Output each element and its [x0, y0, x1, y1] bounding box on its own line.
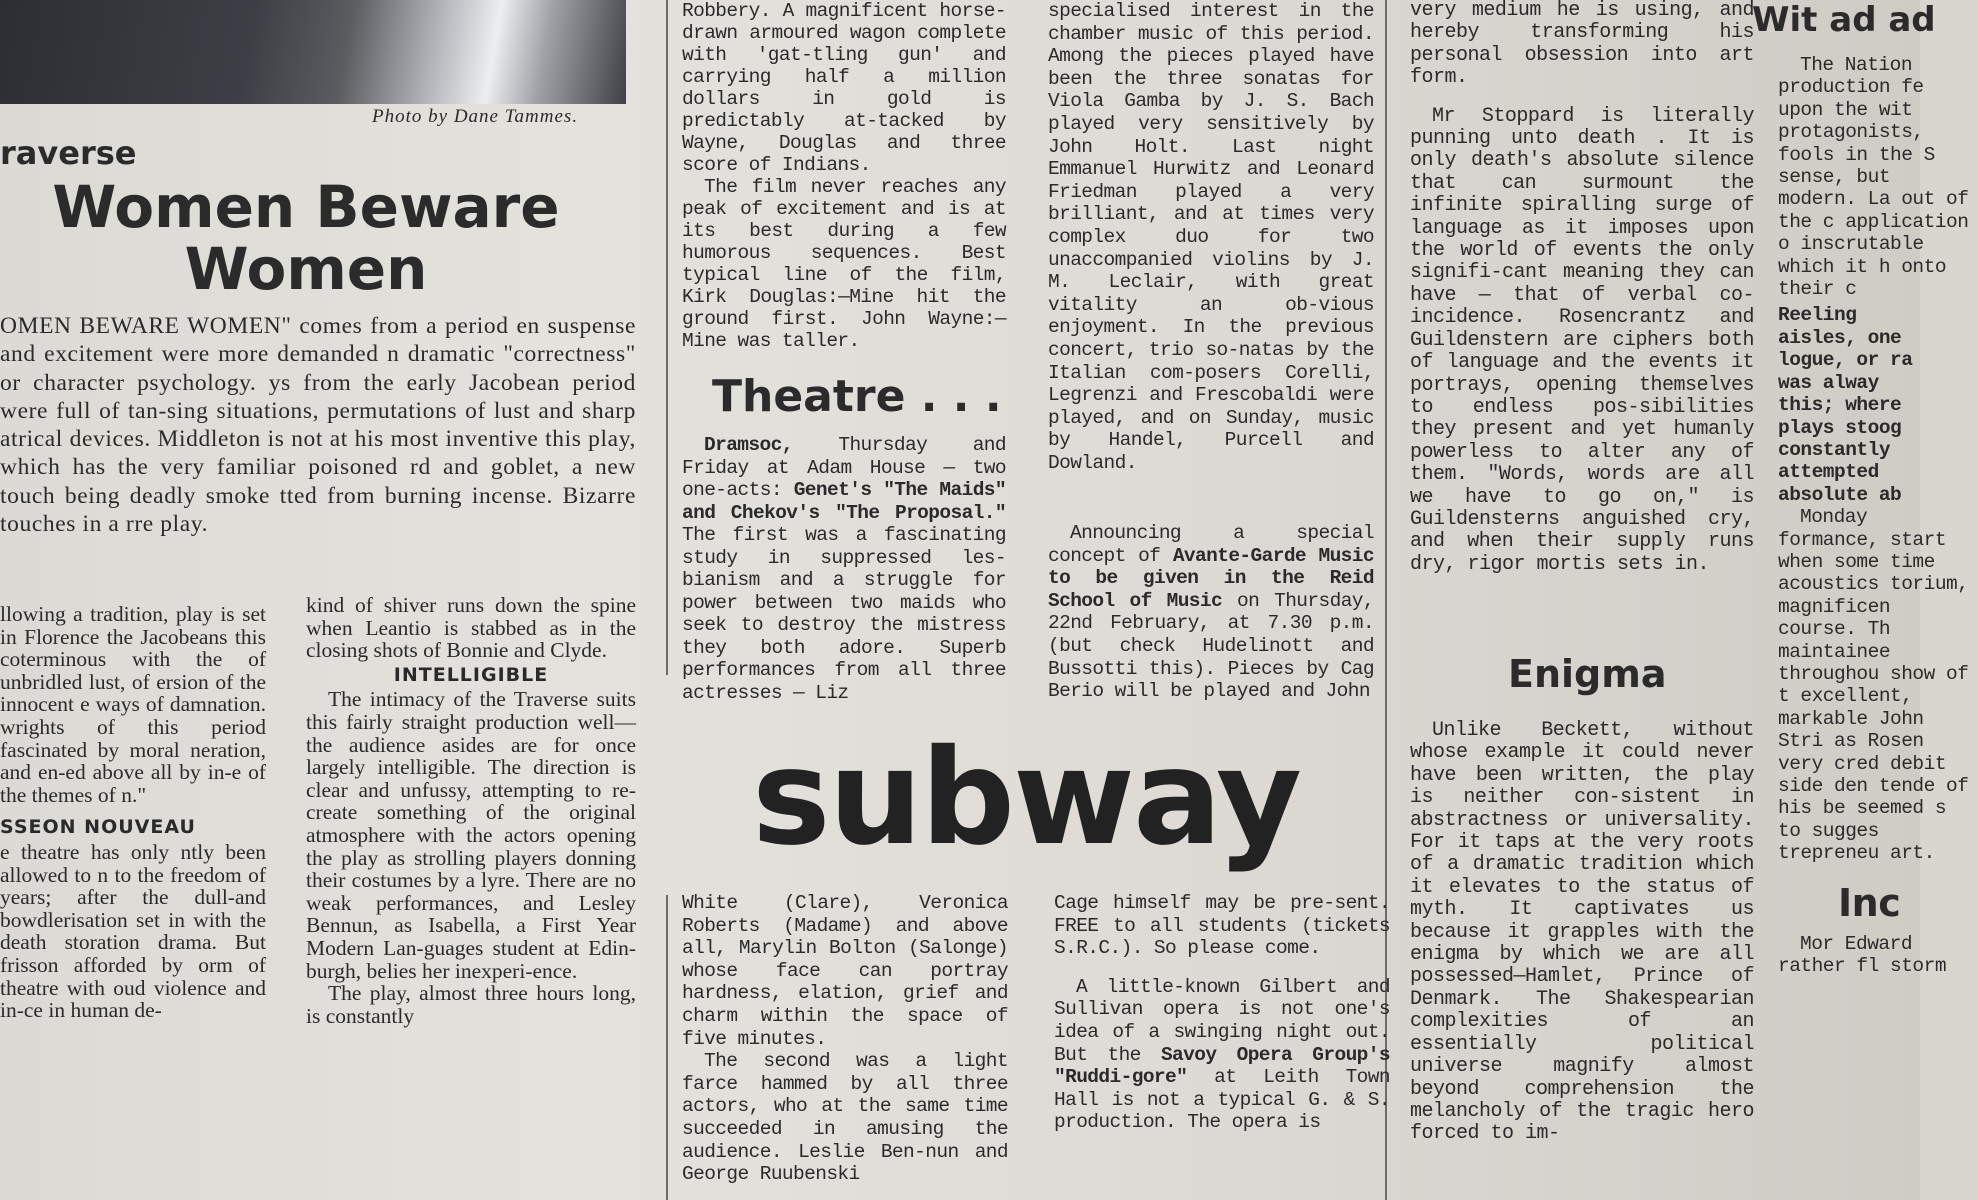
section-kicker: raverse	[0, 134, 137, 172]
section-heading-enigma: Enigma	[1508, 652, 1667, 696]
bold-line: aisles, one	[1778, 326, 1902, 349]
stoppard-column-top	[1410, 0, 1754, 640]
theatre-column-top	[682, 434, 1006, 726]
column-banner-title: subway	[752, 721, 1301, 875]
paragraph: e theatre has only ntly been allowed to n to the freedom of years; after the dull-and bowdlerisation set in with the death storation drama. But frisson afforded by orm of theatre with oud violence and in-ce in human de-	[0, 839, 266, 1023]
bold-line: attempted	[1778, 461, 1879, 484]
wit-bold-lines	[1778, 304, 1978, 506]
paragraph: Mor Edward rather fl storm	[1778, 932, 1947, 978]
film-review-column	[682, 0, 1006, 350]
paragraph: Robbery. A magnificent horse-drawn armoured wagon complete with 'gat-tling gun' and carrying half a million dollars in gold is predictably at-tacked by Wayne, Douglas and three score of Indians.	[682, 0, 1006, 176]
article-headline	[36, 173, 576, 303]
bold-line: plays stoog	[1778, 416, 1902, 439]
bold-run: Genet's "The Maids" and Chekov's "The Proposal."	[682, 479, 1006, 524]
bold-line: constantly	[1778, 438, 1891, 461]
paragraph: Unlike Beckett, without whose example it could never have been written, the play is neither con-sistent in abstractness or universality. For it taps at the very roots of a dramatic tradition which it elevates to the status of myth. It captivates us because it grapples with the enigma by which we are all possessed—Hamlet, Prince of Denmark. The Shakespearian complexities of an essentially political universe magnify almost beyond comprehension the melancholy of the tragic hero forced to im-	[1410, 719, 1754, 1146]
paragraph: specialised interest in the chamber music of this period. Among the pieces played have been the three sonatas for Viola Gamba by J. S. Bach played very sensitively by John Holt. Last night Emmanuel Hurwitz and Leonard Friedman played a very brilliant, and at times very complex duo for two unaccompanied violins by J. M. Leclair, with great vitality an ob-vious enjoyment. In the previous concert, trio so-natas by the Italian com-posers Corelli, Legrenzi and Frescobaldi were played, and on Sunday, music by Handel, Purcell and Dowland.	[1048, 0, 1374, 474]
bold-line: logue, or ra	[1778, 349, 1913, 372]
paragraph: very medium he is using, and hereby transforming his personal obsession into art form.	[1410, 0, 1754, 90]
subheading: INTELLIGIBLE	[393, 663, 549, 686]
subheading: SSEON NOUVEAU	[0, 816, 196, 839]
bold-line: this; where	[1778, 394, 1902, 417]
traverse-column-a	[0, 603, 266, 1022]
text-run: Announcing a special concept of	[1048, 522, 1374, 567]
text-run: on Thursday, 22nd February, at 7.30 p.m. (but check Hudelinott and Bussotti this). Pieces by Cag Berio will be played and John	[1048, 589, 1375, 703]
bold-line: was alway	[1778, 371, 1879, 394]
paragraph: The play, almost three hours long, is constantly	[306, 981, 636, 1028]
bold-line: Reeling	[1778, 304, 1857, 327]
theatre-column-bottom	[682, 892, 1008, 1200]
paragraph: Cage himself may be pre-sent. FREE to all students (tickets S.R.C.). So please come.	[1054, 892, 1390, 960]
traverse-column-b	[306, 594, 636, 1027]
music-column-bottom	[1054, 892, 1390, 1200]
text-run: at Leith Town Hall is not a typical G. & S. production. The opera is	[1054, 1066, 1390, 1134]
text-run: Thursday and Friday at Adam House — two one-acts:	[682, 434, 1006, 501]
bold-run: Avante-Garde Music to be given in the Reid School of Music	[1048, 544, 1374, 612]
headline-line-1: Women Beware	[52, 173, 560, 241]
wit-column	[1778, 54, 1969, 1200]
column-rule	[666, 895, 668, 1200]
column-rule	[666, 0, 668, 675]
paragraph: Monday formance, start when some time acoustics torium, magnificen course. Th maintainee throughou show of t excellent, markable John Stri as Rosen very cred debit side den tende of his be seemed s to sugges trepreneu art.	[1778, 506, 1969, 865]
paragraph	[1054, 976, 1390, 1134]
bold-run: Savoy Opera Group's "Ruddi-gore"	[1054, 1043, 1390, 1089]
headline-line-2: Women	[184, 235, 428, 303]
paragraph: The film never reaches any peak of excitement and is at its best during a few humorous sequences. Best typical line of the film, Kirk Douglas:—Mine hit the ground first. John Wayne:—Mine was taller.	[682, 176, 1006, 352]
dramsoc-label: Dramsoc,	[704, 434, 793, 456]
paragraph: The Nation production fe upon the wit protagonists, fools in the S sense, but modern. La out of the c application o inscrutable which it h onto their c	[1778, 54, 1969, 301]
section-heading-wit: Wit ad ad	[1752, 0, 1936, 40]
stoppard-column-bottom	[1410, 720, 1754, 1200]
music-column-top	[1048, 0, 1374, 512]
paragraph: Mr Stoppard is literally punning unto death . It is only death's absolute silence that can surmount the infinite spiralling surge of language as it imposes upon the world of events the only signifi-cant meaning they can have — that of verbal co-incidence. Rosencrantz and Guildenstern are ciphers both of language and the events it portrays, opening themselves to endless pos-sibilities they present and yet humanly powerless to alter any of them. "Words, words are all we have to go on," is Guildensterns anguished cry, and when their supply runs dry, rigor mortis sets in.	[1410, 104, 1754, 576]
production-photo	[0, 0, 626, 104]
text-run: The first was a fascinating study in suppressed les-bianism and a struggle for power between two maids who seek to destroy the mistress they both adore. Superb performances from all three actresses — Liz	[682, 524, 1006, 704]
paragraph	[1048, 522, 1374, 703]
wit-text	[1778, 54, 1978, 977]
article-lede: OMEN BEWARE WOMEN" comes from a period en suspense and excitement were more demanded n dramatic "correctness" or character psychology. ys from the early Jacobean period were full of tan-sing situations, permutations of lust and sharp atrical devices. Middleton is not at his most inventive this play, which has the very familiar poisoned rd and goblet, a new touch being deadly smoke tted from burning incense. Bizarre touches in a rre play.	[0, 313, 636, 538]
spacer	[1410, 90, 1754, 106]
section-heading-inc: Inc	[1838, 880, 1901, 925]
paragraph: kind of shiver runs down the spine when Leantio is stabbed as in the closing shots of Bonnie and Clyde.	[306, 593, 636, 663]
section-heading-theatre: Theatre . . .	[712, 371, 1002, 422]
paragraph	[682, 434, 1006, 704]
text-run: A little-known Gilbert and Sullivan opera is not one's idea of a swinging night out. But the	[1054, 975, 1390, 1066]
spacer	[1054, 960, 1390, 976]
music-announcement	[1048, 522, 1374, 726]
photo-credit: Photo by Dane Tammes.	[372, 106, 579, 127]
bold-line: absolute ab	[1778, 483, 1902, 506]
paragraph: White (Clare), Veronica Roberts (Madame) and above all, Marylin Bolton (Salonge) whose face can portray hardness, elation, grief and charm within the space of five minutes.	[682, 892, 1008, 1050]
paragraph: The intimacy of the Traverse suits this fairly straight production well—the audience asides are for once largely intelligible. The direction is clear and unfussy, attempting to re-create something of the original atmosphere with the actors opening the play as strolling players donning their costumes by a lyre. There are no weak performances, and Lesley Bennun, as Isabella, a First Year Modern Lan-guages student at Edin-burgh, belies her inexperi-ence.	[306, 687, 636, 983]
paragraph: llowing a tradition, play is set in Florence the Jacobeans this coterminous with the of unbridled lust, of ersion of the innocent e ways of damnation. wrights of this period fascinated by moral neration, and en-ed above all by in-e of the themes of n."	[0, 602, 266, 807]
paragraph: The second was a light farce hammed by all three actors, who at the same time succeeded in amusing the audience. Leslie Ben-nun and George Ruubenski	[682, 1050, 1008, 1186]
